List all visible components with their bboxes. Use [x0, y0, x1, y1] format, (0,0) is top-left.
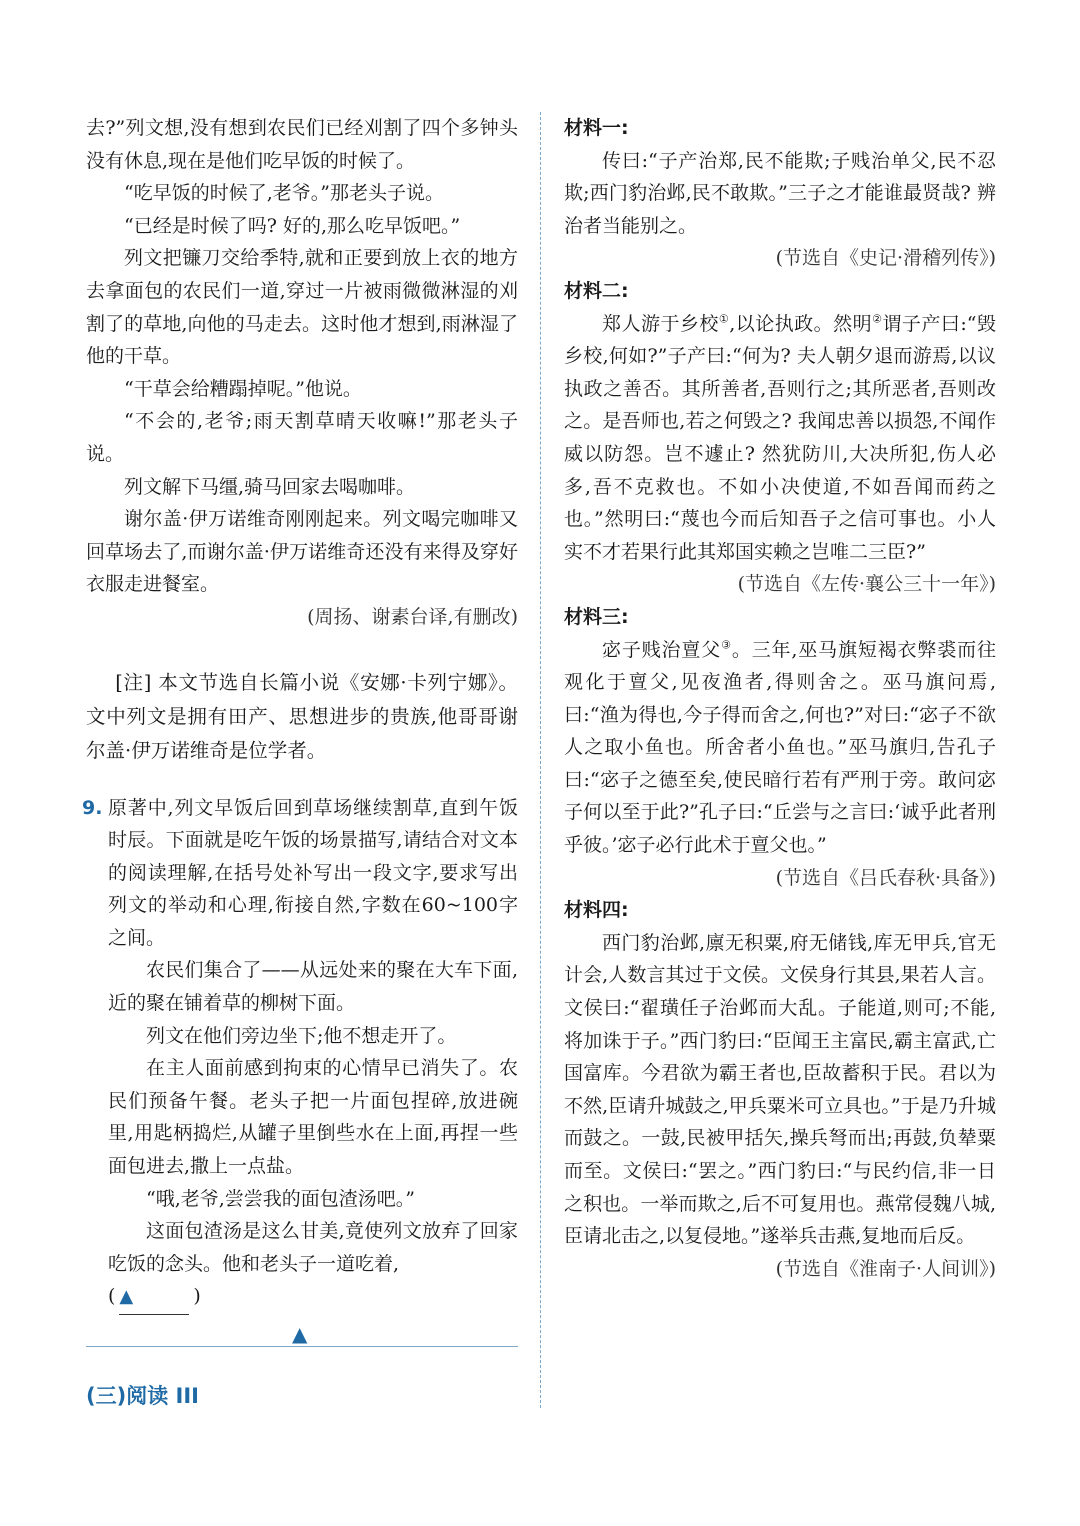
question-number: 9. [82, 796, 103, 819]
material-text: 宓子贱治亶父③。三年,巫马旗短褐衣弊裘而往观化于亶父,见夜渔者,得则舍之。巫马旗问焉,曰:“渔为得也,今子得而舍之,何也?”对曰:“宓子不欲人之取小鱼也。所舍者小鱼也。”巫马旗归,告孔子曰:“宓子之德至矣,使民暗行若有严刑于旁。敢问宓子何以至于此?”孔子曰:“丘尝与之言曰:‘诚乎此者刑乎彼。’宓子必行此术于亶父也。” [564, 638, 996, 857]
triangle-marker-icon: ▲ [119, 1286, 134, 1308]
question-body [108, 792, 518, 1316]
right-column [564, 112, 996, 1285]
question-passage: 列文在他们旁边坐下;他不想走开了。 [146, 1024, 457, 1047]
question-passage: “哦,老爷,尝尝我的面包渣汤吧。” [146, 1187, 416, 1210]
story-paragraph: 列文把镰刀交给季特,就和正要到放上衣的地方去拿面包的农民们一道,穿过一片被雨微微淋湿的刈割了的草地,向他的马走去。这时他才想到,雨淋湿了他的干草。 [86, 247, 518, 368]
left-column [82, 112, 518, 1315]
material-label: 材料四: [564, 899, 629, 922]
answer-line [108, 1280, 518, 1315]
story-paragraph: 列文解下马缰,骑马回家去喝咖啡。 [124, 475, 416, 498]
story-paragraph: “已经是时候了吗? 好的,那么吃早饭吧。” [124, 214, 461, 237]
material-4 [564, 894, 996, 1285]
answer-blank[interactable] [119, 1280, 189, 1315]
story-paragraph: “吃早饭的时候了,老爷。”那老头子说。 [124, 182, 444, 205]
translation-source: (周扬、谢素台译,有删改) [307, 605, 518, 628]
material-label: 材料一: [564, 117, 629, 139]
material-3 [564, 601, 996, 894]
material-source: (节选自《吕氏春秋·具备》) [775, 866, 996, 889]
material-text: 传曰:“子产治郑,民不能欺;子贱治单父,民不忍欺;西门豹治邺,民不敢欺。”三子之才能谁最贤哉? 辨治者当能别之。 [564, 149, 996, 237]
question-prompt: 原著中,列文早饭后回到草场继续割草,直到午饭时辰。下面就是吃午饭的场景描写,请结合对文本的阅读理解,在括号处补写出一段文字,要求写出列文的举动和心理,衔接自然,字数在60~100字之间。 [108, 796, 518, 949]
section-separator [86, 1346, 518, 1347]
column-divider [540, 112, 541, 1408]
triangle-marker-icon: ▲ [292, 1322, 308, 1346]
blank-close: ) [193, 1285, 201, 1308]
material-source: (节选自《淮南子·人间训》) [775, 1257, 996, 1280]
question-passage: 农民们集合了——从远处来的聚在大车下面,近的聚在铺着草的柳树下面。 [108, 959, 518, 1015]
story-paragraph: “干草会给糟蹋掉呢。”他说。 [124, 377, 362, 400]
material-text: 郑人游于乡校①,以论执政。然明②谓子产曰:“毁乡校,何如?”子产曰:“何为? 夫人朝夕退而游焉,以议执政之善否。其所善者,吾则行之;其所恶者,吾则改之。是吾师也,若之何毁之? 我闻忠善以损怨,不闻作威以防怨。岂不遽止? 然犹防川,大决所犯,伤人必多,吾不克救也。不如小决使道,不如吾闻而药之也。”然明曰:“蔑也今而后知吾子之信可事也。小人实不才若果行此其郑国实赖之岂唯二三臣?” [564, 312, 996, 563]
story-paragraph: 谢尔盖·伊万诺维奇刚刚起来。列文喝完咖啡又回草场去了,而谢尔盖·伊万诺维奇还没有来得及穿好衣服走进餐室。 [86, 508, 518, 596]
material-label: 材料三: [564, 605, 629, 628]
material-source: (节选自《史记·滑稽列传》) [775, 247, 996, 270]
material-text: 西门豹治邺,廪无积粟,府无储钱,库无甲兵,官无计会,人数言其过于文侯。文侯身行其县,果若人言。文侯曰:“翟璜任子治邺而大乱。子能道,则可;不能,将加诛于子。”西门豹曰:“臣闻王主富民,霸主富武,亡国富库。今君欲为霸王者也,臣故蓄积于民。君以为不然,臣请升城鼓之,甲兵粟米可立具也。”于是乃升城而鼓之。一鼓,民被甲括矢,操兵弩而出;再鼓,负辇粟而至。文侯曰:“罢之。”西门豹曰:“与民约信,非一日之积也。一举而欺之,后不可复用也。燕常侵魏八城,臣请北击之,以复侵地。”遂举兵击燕,复地而后反。 [564, 931, 996, 1248]
material-source: (节选自《左传·襄公三十一年》) [737, 573, 996, 596]
section-heading: (三)阅读 III [86, 1384, 199, 1408]
material-2 [564, 275, 996, 601]
footnote [86, 666, 518, 768]
question-passage: 在主人面前感到拘束的心情早已消失了。农民们预备午餐。老头子把一片面包捏碎,放进碗里,用匙柄捣烂,从罐子里倒些水在上面,再捏一些面包进去,撒上一点盐。 [108, 1057, 518, 1178]
material-label: 材料二: [564, 279, 629, 302]
story-paragraph: 去?”列文想,没有想到农民们已经刈割了四个多钟头没有休息,现在是他们吃早饭的时候了。 [86, 117, 518, 172]
question-passage: 这面包渣汤是这么甘美,竟使列文放弃了回家吃饭的念头。他和老头子一道吃着, [108, 1220, 518, 1275]
blank-open: ( [108, 1285, 116, 1308]
question-9 [82, 792, 518, 1316]
footnote-text: [注] 本文节选自长篇小说《安娜·卡列宁娜》。文中列文是拥有田产、思想进步的贵族,他哥哥谢尔盖·伊万诺维奇是位学者。 [86, 670, 518, 762]
story-paragraph: “不会的,老爷;雨天割草晴天收嘛!”那老头子说。 [86, 410, 518, 465]
material-1 [564, 112, 996, 275]
